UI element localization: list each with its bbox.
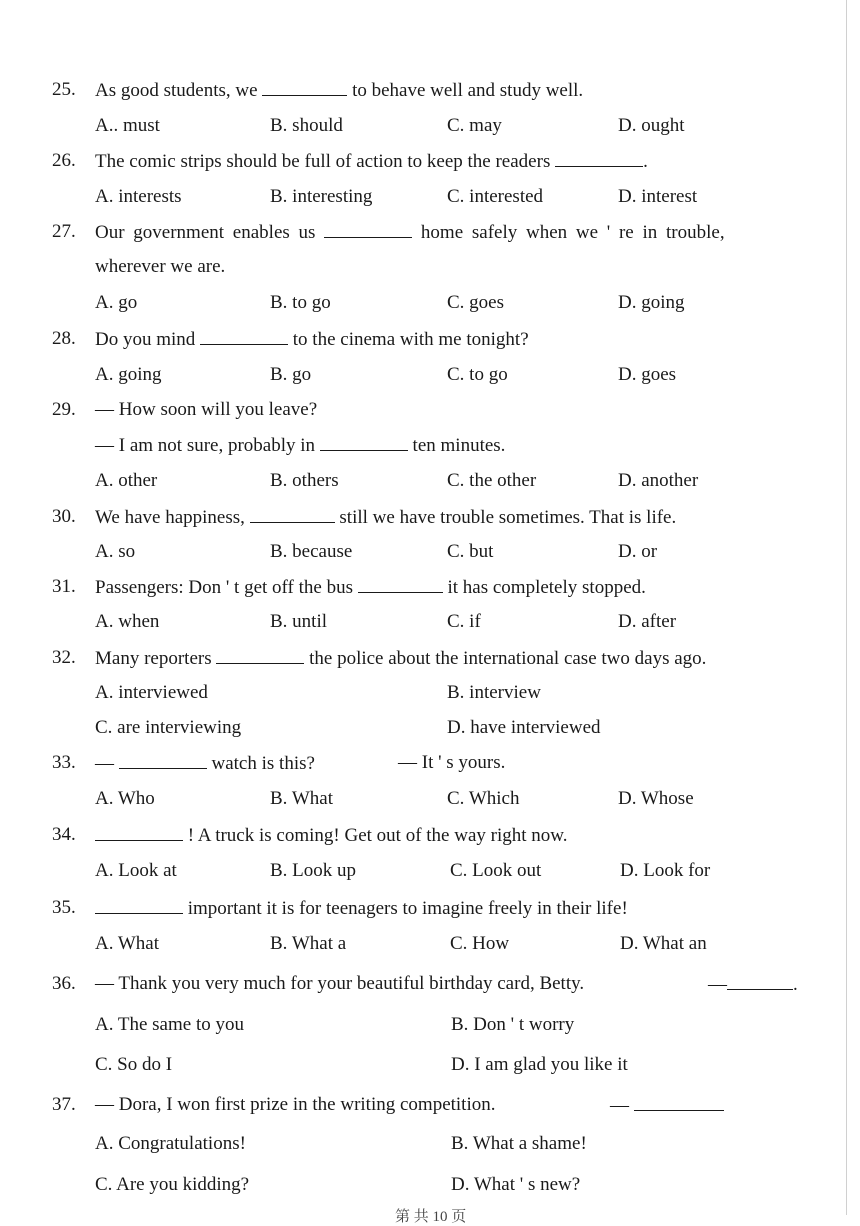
option-a: A. when [95,611,160,632]
option-d: D. after [618,611,677,632]
answer-blank [324,220,412,238]
stem-text: . [643,151,648,172]
option-c: C. How [450,933,510,954]
answer-blank [555,149,643,167]
question-stem [95,220,725,245]
question-number: 37. [52,1094,76,1115]
question-number: 35. [52,897,76,918]
option-d: D. have interviewed [447,717,601,738]
stem-text: As good students, we [95,80,258,101]
question-stem [95,646,706,671]
option-c: C. may [447,115,502,136]
stem-text: to the cinema with me tonight? [292,329,529,350]
answer-blank [250,505,335,523]
question-stem [95,433,505,458]
option-d: D. I am glad you like it [451,1054,628,1075]
question-number: 33. [52,752,76,773]
stem-reply [610,1093,724,1118]
question-stem [95,823,568,848]
stem-text: . [793,974,798,995]
answer-blank [119,751,207,769]
option-a: A. The same to you [95,1014,244,1035]
question-stem [95,575,646,600]
option-c: C. Which [447,788,520,809]
question-stem [95,78,583,103]
option-b: B. until [270,611,328,632]
stem-text: — How soon will you leave? [95,399,318,420]
stem-text: still we have trouble sometimes. That is life. [339,507,677,528]
answer-blank [262,78,347,96]
question-stem [95,327,529,352]
answer-blank [95,896,183,914]
question-number: 32. [52,647,76,668]
stem-text: Many reporters [95,648,212,669]
option-b: B. Look up [270,860,357,881]
option-d: D. ought [618,115,685,136]
option-d: D. What an [620,933,707,954]
answer-blank [216,646,304,664]
option-d: D. going [618,292,685,313]
page-edge [846,0,847,1215]
stem-text: watch is this? [211,753,315,774]
question-number: 26. [52,150,76,171]
stem-text: Do you mind [95,329,196,350]
option-a: A. interests [95,186,182,207]
stem-text: it has completely stopped. [447,577,646,598]
stem-text: Passengers: Don ' t get off the bus [95,577,353,598]
stem-text: — Dora, I won first prize in the writing competition. [95,1094,496,1115]
stem-text: — I am not sure, probably in [95,435,316,456]
option-a: A.. must [95,115,160,136]
option-d: D. Whose [618,788,694,809]
stem-text: to behave well and study well. [352,80,584,101]
answer-blank [727,972,793,990]
stem-text: Our government enables us [95,222,316,243]
answer-blank [95,823,183,841]
option-a: A. go [95,292,138,313]
question-number: 30. [52,506,76,527]
option-d: D. Look for [620,860,711,881]
question-stem [95,751,315,776]
option-b: B. others [270,470,339,491]
stem-text: — [610,1095,629,1116]
stem-text: wherever we are. [95,256,226,277]
question-number: 36. [52,973,76,994]
question-number: 27. [52,221,76,242]
option-c: C. Are you kidding? [95,1174,250,1195]
option-c: C. but [447,541,494,562]
option-a: A. Congratulations! [95,1133,246,1154]
question-number: 34. [52,824,76,845]
option-c: C. interested [447,186,544,207]
stem-reply [708,972,798,997]
option-c: C. Look out [450,860,542,881]
option-a: A. What [95,933,160,954]
option-a: A. interviewed [95,682,208,703]
option-b: B. go [270,364,312,385]
option-a: A. other [95,470,158,491]
option-b: B. because [270,541,353,562]
answer-blank [358,575,443,593]
option-c: C. So do I [95,1054,173,1075]
page-footer: 第 共 10 页 [395,1209,467,1225]
stem-text: — [708,974,727,995]
option-b: B. What a shame! [451,1133,587,1154]
option-a: A. Who [95,788,155,809]
option-d: D. another [618,470,699,491]
answer-blank [200,327,288,345]
option-a: A. going [95,364,162,385]
option-c: C. are interviewing [95,717,242,738]
stem-text: — [95,753,114,774]
stem-text: the police about the international case two days ago. [309,648,707,669]
stem-text: We have happiness, [95,507,245,528]
stem-text: ! A truck is coming! Get out of the way right now. [187,825,568,846]
option-a: A. Look at [95,860,177,881]
option-a: A. so [95,541,136,562]
option-b: B. should [270,115,343,136]
answer-blank [634,1093,724,1111]
question-number: 29. [52,399,76,420]
option-c: C. if [447,611,481,632]
question-number: 31. [52,576,76,597]
option-c: C. goes [447,292,504,313]
question-stem [95,505,676,530]
option-b: B. What [270,788,333,809]
option-b: B. Don ' t worry [451,1014,575,1035]
option-c: C. to go [447,364,508,385]
option-c: C. the other [447,470,537,491]
stem-text: — Thank you very much for your beautiful birthday card, Betty. [95,973,585,994]
option-b: B. interview [447,682,541,703]
answer-blank [320,433,408,451]
option-b: B. What a [270,933,347,954]
stem-text: The comic strips should be full of action to keep the readers [95,151,551,172]
stem-reply: — It ' s yours. [398,752,506,773]
question-stem [95,896,628,921]
question-number: 25. [52,79,76,100]
option-d: D. interest [618,186,698,207]
option-d: D. or [618,541,658,562]
option-b: B. to go [270,292,331,313]
question-number: 28. [52,328,76,349]
stem-text: important it is for teenagers to imagine freely in their life! [187,898,628,919]
stem-text: home safely when we ' re in trouble, [420,222,725,243]
stem-text: ten minutes. [412,435,506,456]
option-b: B. interesting [270,186,373,207]
option-d: D. What ' s new? [451,1174,581,1195]
option-d: D. goes [618,364,677,385]
question-stem [95,149,648,174]
